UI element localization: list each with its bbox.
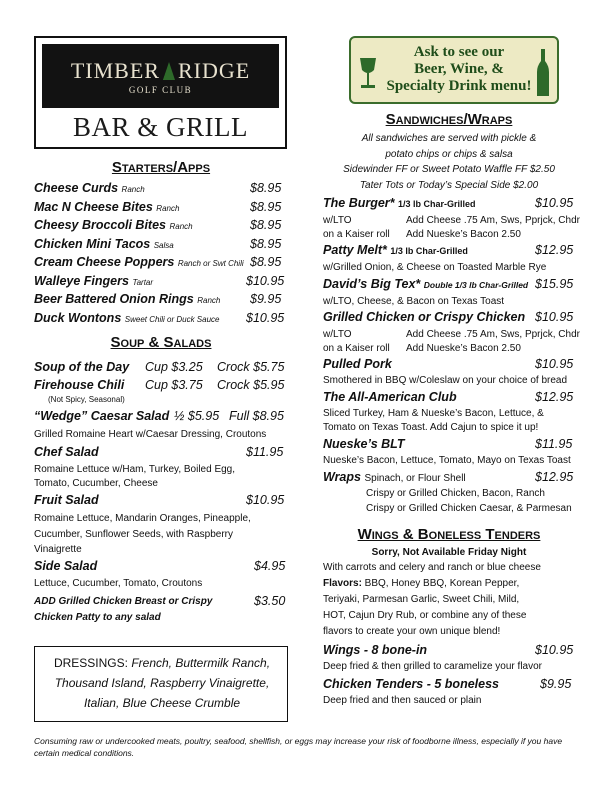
starter-price: $9.95	[250, 292, 282, 306]
chili-crock-price: Crock $5.95	[217, 378, 285, 392]
sandwich-intro: All sandwiches are served with pickle &	[361, 133, 537, 144]
soup-salads-title: Soup & Salads	[110, 334, 212, 351]
club-name: The All-American Club	[323, 390, 457, 404]
blt-price: $11.95	[535, 437, 573, 451]
starter-item: Cheese Curds Ranch	[34, 181, 145, 195]
pulled-pork-price: $10.95	[535, 357, 574, 371]
starter-price: $10.95	[246, 274, 285, 288]
add-chicken-line: Chicken Patty to any salad	[34, 612, 161, 623]
banner-text	[379, 44, 539, 95]
wings-line: flavors to create your own unique blend!	[323, 626, 501, 637]
starter-price: $8.95	[250, 255, 282, 269]
starter-price: $8.95	[250, 237, 282, 251]
tenders-desc: Deep fried and then sauced or plain	[323, 695, 482, 706]
fruit-salad-price: $10.95	[246, 493, 285, 507]
wraps-desc: Crispy or Grilled Chicken, Bacon, Ranch	[366, 488, 545, 499]
club-price: $12.95	[535, 390, 574, 404]
wings-item-name: Wings - 8 bone-in	[323, 643, 428, 657]
side-salad-desc: Lettuce, Cucumber, Tomato, Croutons	[34, 578, 203, 589]
starters-title: Starters/Apps	[111, 159, 211, 176]
fruit-salad-name: Fruit Salad	[34, 493, 99, 507]
starter-price: $8.95	[250, 218, 282, 232]
add-chicken-line: ADD Grilled Chicken Breast or Crispy	[34, 596, 213, 607]
chicken-detail: Add Cheese .75 Am, Sws, Pprjck, Chdr	[406, 329, 580, 340]
starter-price: $8.95	[250, 200, 282, 214]
chef-salad-price: $11.95	[246, 445, 284, 459]
banner-line-1: Ask to see our	[413, 44, 505, 60]
wraps-price: $12.95	[535, 470, 574, 484]
side-salad-price: $4.95	[254, 559, 286, 573]
logo-name	[71, 58, 250, 84]
fruit-salad-desc: Vinaigrette	[34, 544, 82, 555]
big-tex-price: $15.95	[535, 277, 574, 291]
starter-price: $10.95	[246, 311, 285, 325]
add-chicken-price: $3.50	[254, 594, 286, 608]
wings-item-desc: Deep fried & then grilled to caramelize your flavor	[323, 661, 542, 672]
banner-line-3: Specialty Drink menu!	[386, 78, 532, 94]
wraps-desc: Crispy or Grilled Chicken Caesar, & Parmesan	[366, 503, 572, 514]
dressings-line: Italian, Blue Cheese Crumble	[83, 696, 241, 710]
grilled-chicken-price: $10.95	[535, 310, 574, 324]
sandwich-intro: Sidewinder FF or Sweet Potato Waffle FF $2.50	[343, 164, 555, 175]
wedge-desc: Grilled Romaine Heart w/Caesar Dressing, Croutons	[34, 429, 267, 440]
food-safety-disclaimer: Consuming raw or undercooked meats, poultry, seafood, shellfish, or eggs may increase your risk of foodborne illness, especially if you have certain medical conditions.	[34, 736, 563, 758]
big-tex-name: David’s Big Tex* Double 1/3 lb Char-Grilled	[323, 277, 529, 291]
logo-name-right: RIDGE	[177, 57, 251, 83]
tenders-price: $9.95	[540, 677, 572, 691]
patty-melt-price: $12.95	[535, 243, 574, 257]
wings-line: Teriyaki, Parmesan Garlic, Sweet Chili, Mild,	[323, 594, 520, 605]
chef-salad-name: Chef Salad	[34, 445, 99, 459]
chef-salad-desc: Tomato, Cucumber, Cheese	[34, 478, 158, 489]
starter-item: Mac N Cheese Bites Ranch	[34, 200, 180, 214]
pulled-pork-name: Pulled Pork	[323, 357, 392, 371]
burger-detail: Add Nueske’s Bacon 2.50	[406, 229, 521, 240]
burger-name: The Burger* 1/3 lb Char-Grilled	[323, 196, 476, 210]
dressings-box	[34, 646, 288, 722]
chili-note: (Not Spicy, Seasonal)	[48, 395, 125, 404]
chef-salad-desc: Romaine Lettuce w/Ham, Turkey, Boiled Egg,	[34, 464, 236, 475]
sandwich-intro: Tater Tots or Today’s Special Side $2.00	[359, 180, 539, 191]
sandwiches-title: Sandwiches/Wraps	[385, 111, 513, 128]
logo-box	[34, 36, 287, 149]
pine-trees-icon	[163, 62, 175, 80]
blt-name: Nueske’s BLT	[323, 437, 405, 451]
bar-grill-title: BAR & GRILL	[72, 112, 248, 142]
dressings-label: DRESSINGS:	[53, 656, 128, 670]
logo-name-left: TIMBER	[70, 57, 160, 83]
wedge-full-price: Full $8.95	[229, 409, 284, 423]
patty-melt-name: Patty Melt* 1/3 lb Char-Grilled	[323, 243, 468, 257]
soup-of-day-name: Soup of the Day	[34, 360, 130, 374]
starter-item: Cream Cheese Poppers Ranch or Swt Chili	[34, 255, 244, 269]
starter-item: Walleye Fingers Tartar	[34, 274, 154, 288]
starter-price: $8.95	[250, 181, 282, 195]
starter-item: Duck Wontons Sweet Chili or Duck Sauce	[34, 311, 220, 325]
logo-subtitle: GOLF CLUB	[128, 84, 193, 95]
club-desc: Tomato on Texas Toast. Add Cajun to spice it up!	[323, 422, 539, 433]
wings-title: Wings & Boneless Tenders	[357, 526, 541, 543]
soup-cup-price: Cup $3.25	[145, 360, 203, 374]
wraps-name: Wraps Spinach, or Flour Shell	[323, 470, 466, 484]
chicken-detail: w/LTO	[323, 329, 352, 340]
chicken-detail: Add Nueske’s Bacon 2.50	[406, 343, 521, 354]
wings-notice: Sorry, Not Available Friday Night	[371, 547, 527, 558]
soup-crock-price: Crock $5.75	[217, 360, 285, 374]
fruit-salad-desc: Cucumber, Sunflower Seeds, with Raspberry	[34, 529, 233, 540]
wings-flavors: Flavors: BBQ, Honey BBQ, Korean Pepper,	[323, 578, 520, 589]
chili-name: Firehouse Chili	[34, 378, 125, 392]
pulled-pork-desc: Smothered in BBQ w/Coleslaw on your choice of bread	[323, 375, 568, 386]
big-tex-desc: w/LTO, Cheese, & Bacon on Texas Toast	[323, 296, 505, 307]
burger-price: $10.95	[535, 196, 574, 210]
banner-line-2: Beer, Wine, &	[414, 61, 504, 77]
fruit-salad-desc: Romaine Lettuce, Mandarin Oranges, Pineapple,	[34, 513, 251, 524]
wedge-name: “Wedge” Caesar Salad	[34, 409, 170, 423]
starter-item: Beer Battered Onion Rings Ranch	[34, 292, 221, 306]
wings-line: HOT, Cajun Dry Rub, or combine any of these	[323, 610, 527, 621]
blt-desc: Nueske’s Bacon, Lettuce, Tomato, Mayo on Texas Toast	[323, 455, 571, 466]
burger-detail: Add Cheese .75 Am, Sws, Pprjck, Chdr	[406, 215, 580, 226]
beer-bottle-icon	[535, 48, 551, 98]
burger-detail: on a Kaiser roll	[323, 229, 390, 240]
logo-band	[42, 44, 279, 108]
starter-item: Chicken Mini Tacos Salsa	[34, 237, 174, 251]
patty-melt-desc: w/Grilled Onion, & Cheese on Toasted Marble Rye	[323, 262, 547, 273]
side-salad-name: Side Salad	[34, 559, 98, 573]
wings-item-price: $10.95	[535, 643, 574, 657]
starter-item: Cheesy Broccoli Bites Ranch	[34, 218, 193, 232]
tenders-name: Chicken Tenders - 5 boneless	[323, 677, 499, 691]
dressings-line: French, Buttermilk Ranch,	[131, 656, 271, 670]
club-desc: Sliced Turkey, Ham & Nueske’s Bacon, Lettuce, &	[323, 408, 544, 419]
drink-menu-banner	[349, 36, 559, 104]
chicken-detail: on a Kaiser roll	[323, 343, 390, 354]
wine-glass-icon	[357, 56, 379, 92]
grilled-chicken-name: Grilled Chicken or Crispy Chicken	[323, 310, 526, 324]
sandwich-intro: potato chips or chips & salsa	[385, 149, 513, 160]
chili-cup-price: Cup $3.75	[145, 378, 203, 392]
wedge-half-price: ½ $5.95	[174, 409, 220, 423]
dressings-line: Thousand Island, Raspberry Vinaigrette,	[54, 676, 270, 690]
wings-line: With carrots and celery and ranch or blue cheese	[323, 562, 541, 573]
dressings-text	[41, 653, 283, 713]
burger-detail: w/LTO	[323, 215, 352, 226]
